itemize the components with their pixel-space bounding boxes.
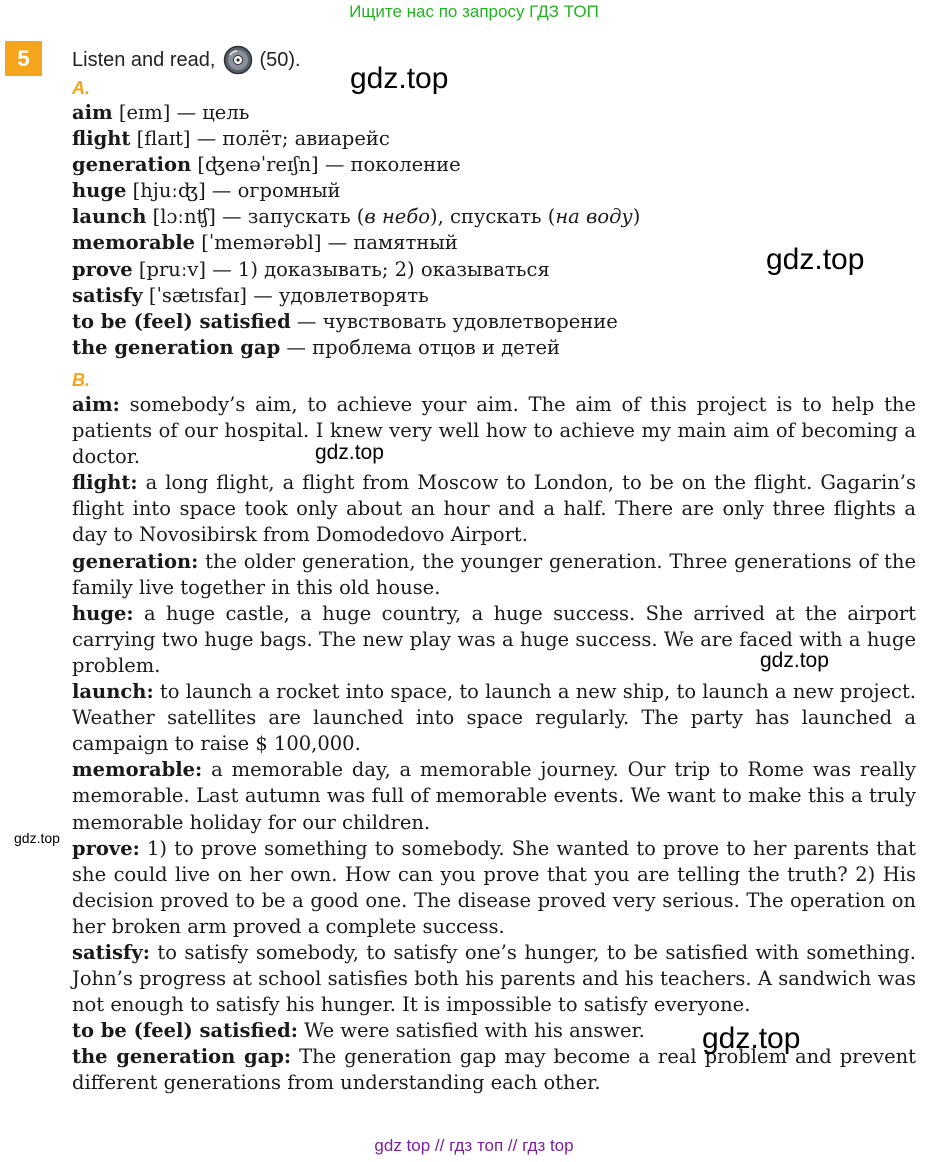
footer-links: gdz top // гдз топ // гдз top [374,1136,574,1155]
watermark: gdz.top [702,1022,801,1055]
usage-entry [72,940,916,1018]
instruction-text: Listen and read, [72,48,216,71]
usage-entry [72,470,916,548]
vocab-definition: [hjuːʤ] — огромный [126,179,341,203]
entry-text: to launch a rocket into space, to launch a new ship, to launch a new project. Weather satellites are launched into space regularly. The party has launched a campaign to raise $ 100,000. [72,680,916,756]
entry-term: the generation gap: [72,1045,292,1069]
vocab-term: to be (feel) satisfied [72,309,291,333]
usage-entry [72,836,916,940]
entry-text: to satisfy somebody, to satisfy one’s hunger, to be satisfied with something. John’s progress at school satisfies both his parents and his teachers. A sandwich was not enough to satisfy his hunger. It is impossible to satisfy everyone. [72,940,916,1017]
usage-entry [72,679,916,757]
vocab-row [72,283,640,309]
vocab-row [72,126,640,152]
entry-term: satisfy: [72,940,150,964]
vocab-term: satisfy [72,283,143,307]
vocab-row [72,204,640,230]
vocab-definition: — проблема отцов и детей [280,335,561,359]
vocab-term: the generation gap [72,335,281,359]
entry-term: memorable: [72,758,203,782]
top-banner: Ищите нас по запросу ГДЗ ТОП [349,2,599,21]
vocab-row [72,309,640,335]
usage-entry [72,549,916,601]
vocab-term: launch [72,205,147,229]
vocab-term: aim [72,101,113,124]
vocab-row [72,335,640,361]
vocab-definition: [ˈmemərəbl] — памятный [195,231,458,255]
entry-term: generation: [72,549,199,573]
vocab-definition: ) [632,205,641,229]
vocab-definition: [pruːv] — 1) доказывать; 2) оказываться [132,257,550,281]
section-b-label: B. [72,370,90,390]
vocab-definition: ), спускать ( [429,205,556,229]
entry-text: We were satisfied with his answer. [297,1019,645,1043]
usage-entry [72,757,916,835]
vocab-term: memorable [72,231,196,255]
vocab-definition: [ˈsætɪsfaɪ] — удовлетворять [142,283,429,307]
track-number: (50). [259,48,301,71]
vocabulary-list [72,100,640,361]
entry-term: huge: [72,601,134,625]
entry-text: 1) to prove something to somebody. She wanted to prove to her parents that she could live on her own. How can you prove that you are telling the truth? 2) His decision proved to be a good one. The disease proved very serious. The operation on her broken arm proved a complete success. [72,836,916,938]
vocab-definition: на воду [555,205,633,229]
watermark: gdz.top [760,649,829,672]
vocab-definition: — чувствовать удовлетворение [290,309,618,333]
entry-term: aim: [72,393,120,416]
watermark: gdz.top [14,830,60,846]
vocab-row [72,152,640,178]
entry-text: the older generation, the younger generation. Three generations of the family live together in this old house. [72,549,916,599]
vocab-row [72,100,640,126]
entry-text: somebody’s aim, to achieve your aim. The aim of this project is to help the patients of our hospital. I knew very well how to achieve my main aim of becoming a doctor. [72,393,916,469]
vocab-definition: [eɪm] — цель [112,101,250,124]
usage-examples [72,392,916,1097]
vocab-row [72,230,640,256]
exercise-instruction [72,45,301,75]
cd-disc-icon[interactable] [223,45,253,75]
vocab-term: prove [72,257,133,281]
vocab-definition: [flaɪt] — полёт; авиарейс [130,127,390,151]
vocab-term: generation [72,153,192,177]
entry-term: to be (feel) satisfied: [72,1019,298,1043]
vocab-definition: [ʤenəˈreɪʃn] — поколение [191,153,461,177]
entry-text: The generation gap may become a real problem and prevent different generations from understanding each other. [72,1045,917,1095]
entry-text: a memorable day, a memorable journey. Our trip to Rome was really memorable. Last autumn was full of memorable events. We want to make this a truly memorable holiday for our children. [72,758,916,834]
usage-entry [72,392,916,470]
vocab-row [72,257,640,283]
vocab-term: huge [72,179,127,203]
entry-text: a long flight, a flight from Moscow to London, to be on the flight. Gagarin’s flight into space took only about an hour and a half. There are only three flights a day to Novosibirsk from Domodedovo Airport. [72,471,916,547]
exercise-number-badge: 5 [5,41,42,76]
vocab-definition: [lɔːnʧ] — запускать ( [146,205,365,229]
watermark: gdz.top [315,441,384,464]
vocab-term: flight [72,127,131,151]
vocab-row [72,178,640,204]
entry-term: flight: [72,471,138,495]
section-a-label: A. [72,78,90,98]
entry-term: prove: [72,836,140,860]
entry-text: a huge castle, a huge country, a huge success. She arrived at the airport carrying two huge bags. The new play was a huge success. We are faced with a huge problem. [72,601,916,677]
watermark: gdz.top [766,243,865,276]
watermark: gdz.top [350,62,449,95]
vocab-definition: в небо [364,205,430,229]
entry-term: launch: [72,680,154,704]
